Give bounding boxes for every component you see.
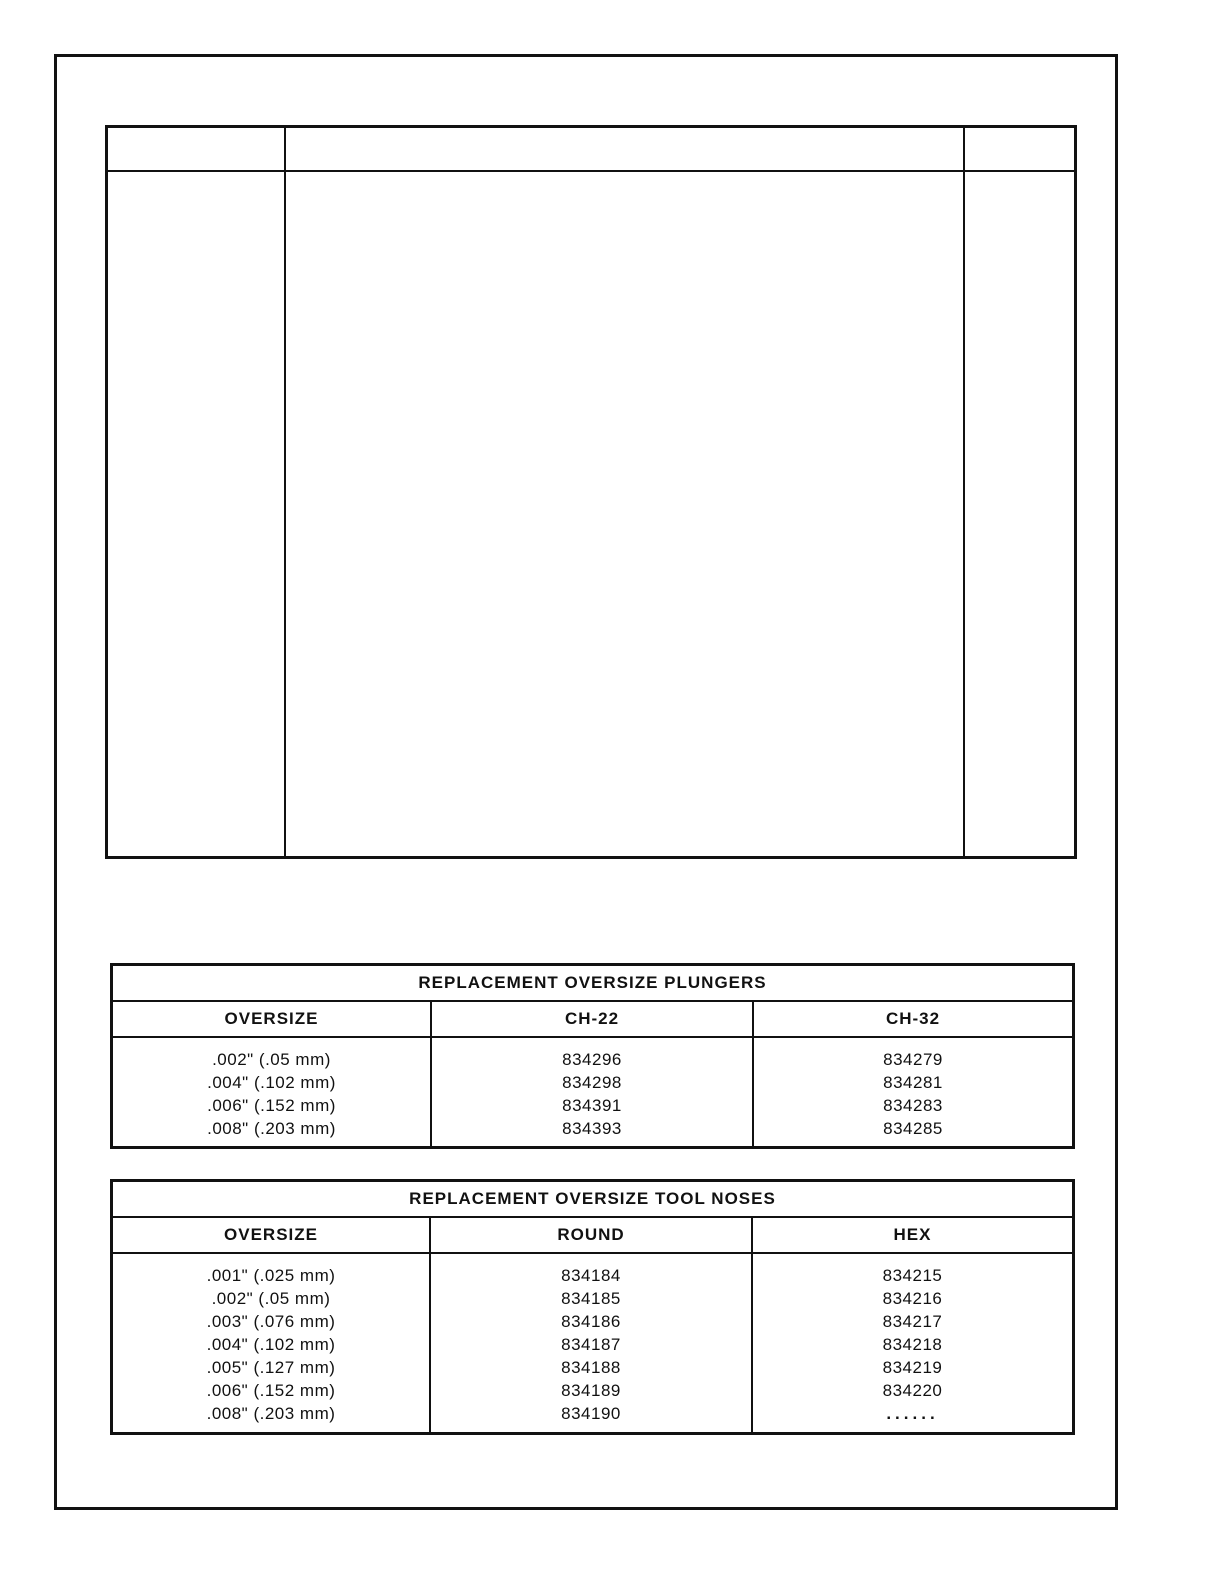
table-cell: 834187 [561,1335,621,1354]
header-ch-22: CH-22 [432,1002,754,1036]
oversize-column [113,1254,431,1432]
blank-table-col-divider-2 [963,128,965,856]
table-cell: 834393 [562,1119,622,1138]
table-cell: 834391 [562,1096,622,1115]
table-cell: 834283 [883,1096,943,1115]
table-cell: 834216 [882,1289,943,1308]
table-cell: 834220 [882,1381,943,1400]
table-cell: 834296 [562,1050,622,1069]
table-cell: .001" (.025 mm) [206,1266,336,1285]
header-hex: HEX [893,1225,932,1244]
ch-32-column [754,1038,1072,1146]
table-cell: 834298 [562,1073,622,1092]
table-cell: 834188 [561,1358,621,1377]
plungers-table-body [113,1038,1072,1146]
tool-noses-table-title: REPLACEMENT OVERSIZE TOOL NOSES [113,1182,1072,1218]
plungers-table-header [113,1002,1072,1038]
ch-22-column [432,1038,754,1146]
tool-noses-table-header [113,1218,1072,1254]
table-cell: 834186 [561,1312,621,1331]
tool-noses-table-body [113,1254,1072,1432]
header-ch-32: CH-32 [885,1009,941,1028]
table-cell: 834218 [882,1335,943,1354]
table-cell: 834217 [882,1312,943,1331]
round-column [431,1254,753,1432]
header-oversize: OVERSIZE [113,1002,432,1036]
table-cell: 834190 [561,1404,621,1423]
table-cell: 834279 [883,1050,943,1069]
header-round: ROUND [431,1218,753,1252]
header-oversize: OVERSIZE [113,1218,431,1252]
blank-parts-table [105,125,1077,859]
table-cell: 834189 [561,1381,621,1400]
table-cell: 834285 [883,1119,943,1138]
table-cell: .002" (.05 mm) [211,1289,331,1308]
plungers-table [110,963,1075,1149]
blank-table-col-divider-1 [284,128,286,856]
table-cell: 834184 [561,1266,621,1285]
table-cell: .004" (.102 mm) [207,1073,336,1092]
table-cell: .002" (.05 mm) [212,1050,331,1069]
blank-table-header-rule [108,170,1074,172]
table-cell: .008" (.203 mm) [207,1119,336,1138]
table-cell: 834281 [883,1073,943,1092]
table-cell: 834185 [561,1289,621,1308]
tool-noses-table [110,1179,1075,1435]
table-cell: .003" (.076 mm) [206,1312,336,1331]
plungers-table-title: REPLACEMENT OVERSIZE PLUNGERS [113,966,1072,1002]
table-cell-unavailable: ...... [886,1404,939,1423]
table-cell: .008" (.203 mm) [206,1404,336,1423]
oversize-column [113,1038,432,1146]
hex-column [753,1254,1072,1432]
table-cell: 834215 [882,1266,943,1285]
table-cell: .005" (.127 mm) [206,1358,336,1377]
table-cell: .004" (.102 mm) [206,1335,336,1354]
table-cell: .006" (.152 mm) [206,1381,336,1400]
table-cell: 834219 [882,1358,943,1377]
table-cell: .006" (.152 mm) [207,1096,336,1115]
